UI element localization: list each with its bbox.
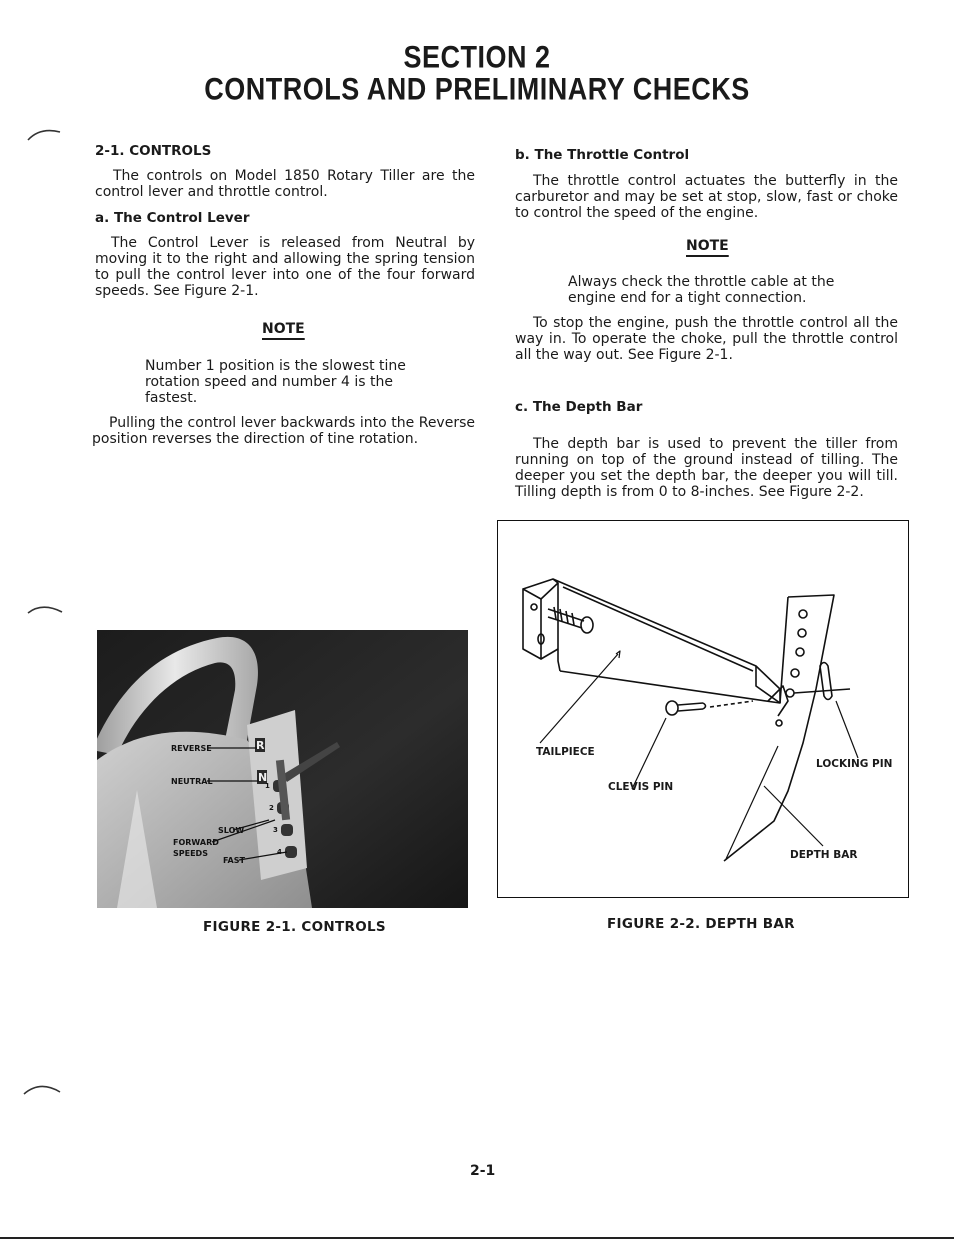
label-fast: FAST	[223, 856, 245, 865]
depth-paragraph: The depth bar is used to prevent the tiller from running on top of the ground instead of tilling. The deeper you set the depth bar, the deeper you will till. Tilling depth is from 0 to 8-inches. See Figure 2-2.	[515, 436, 898, 500]
figure-1-caption: FIGURE 2-1. CONTROLS	[203, 919, 386, 935]
page-number: 2-1	[470, 1163, 496, 1179]
mark-neutral: N	[258, 771, 268, 784]
mark-speed-1: 1	[265, 782, 270, 790]
heading-controls: 2-1. CONTROLS	[95, 143, 212, 159]
control-lever-paragraph: The Control Lever is released from Neutral by moving it to the right and allowing the spring tension to pull the control lever into one of the four forward speeds. See Figure 2-1.	[95, 235, 475, 299]
section-title: SECTION 2	[403, 39, 551, 75]
label-slow: SLOW	[218, 826, 245, 835]
mark-speed-4: 4	[277, 848, 282, 856]
mark-reverse: R	[256, 739, 265, 752]
stop-paragraph: To stop the engine, push the throttle control all the way in. To operate the choke, pull the throttle control all the way out. See Figure 2-1.	[515, 315, 898, 363]
note-text-left: Number 1 position is the slowest tine rotation speed and number 4 is the fastest.	[145, 358, 406, 406]
heading-control-lever: a. The Control Lever	[95, 210, 250, 226]
heading-throttle: b. The Throttle Control	[515, 147, 690, 163]
note-label-right: NOTE	[686, 238, 729, 254]
note-text-right: Always check the throttle cable at the engine end for a tight connection.	[568, 274, 835, 306]
label-forward: FORWARD	[173, 838, 219, 847]
note-label-left: NOTE	[262, 321, 305, 337]
figure-2-caption: FIGURE 2-2. DEPTH BAR	[607, 916, 795, 932]
throttle-paragraph: The throttle control actuates the butterfly in the carburetor and may be set at stop, slow, fast or choke to control the speed of the engine.	[515, 173, 898, 221]
label-clevis-pin: CLEVIS PIN	[608, 781, 674, 793]
mark-speed-2: 2	[269, 804, 274, 812]
label-depth-bar: DEPTH BAR	[790, 849, 858, 861]
label-tailpiece: TAILPIECE	[536, 746, 595, 758]
reverse-paragraph: Pulling the control lever backwards into the Reverse position reverses the direction of tine rotation.	[92, 415, 475, 447]
label-speeds: SPEEDS	[173, 849, 208, 858]
section-subtitle: CONTROLS AND PRELIMINARY CHECKS	[204, 71, 750, 107]
label-reverse: REVERSE	[171, 744, 212, 753]
mark-speed-3: 3	[273, 826, 278, 834]
label-locking-pin: LOCKING PIN	[816, 758, 893, 770]
label-neutral: NEUTRAL	[171, 777, 213, 786]
heading-depth-bar: c. The Depth Bar	[515, 399, 643, 415]
controls-paragraph: The controls on Model 1850 Rotary Tiller are the control lever and throttle control.	[95, 168, 475, 200]
